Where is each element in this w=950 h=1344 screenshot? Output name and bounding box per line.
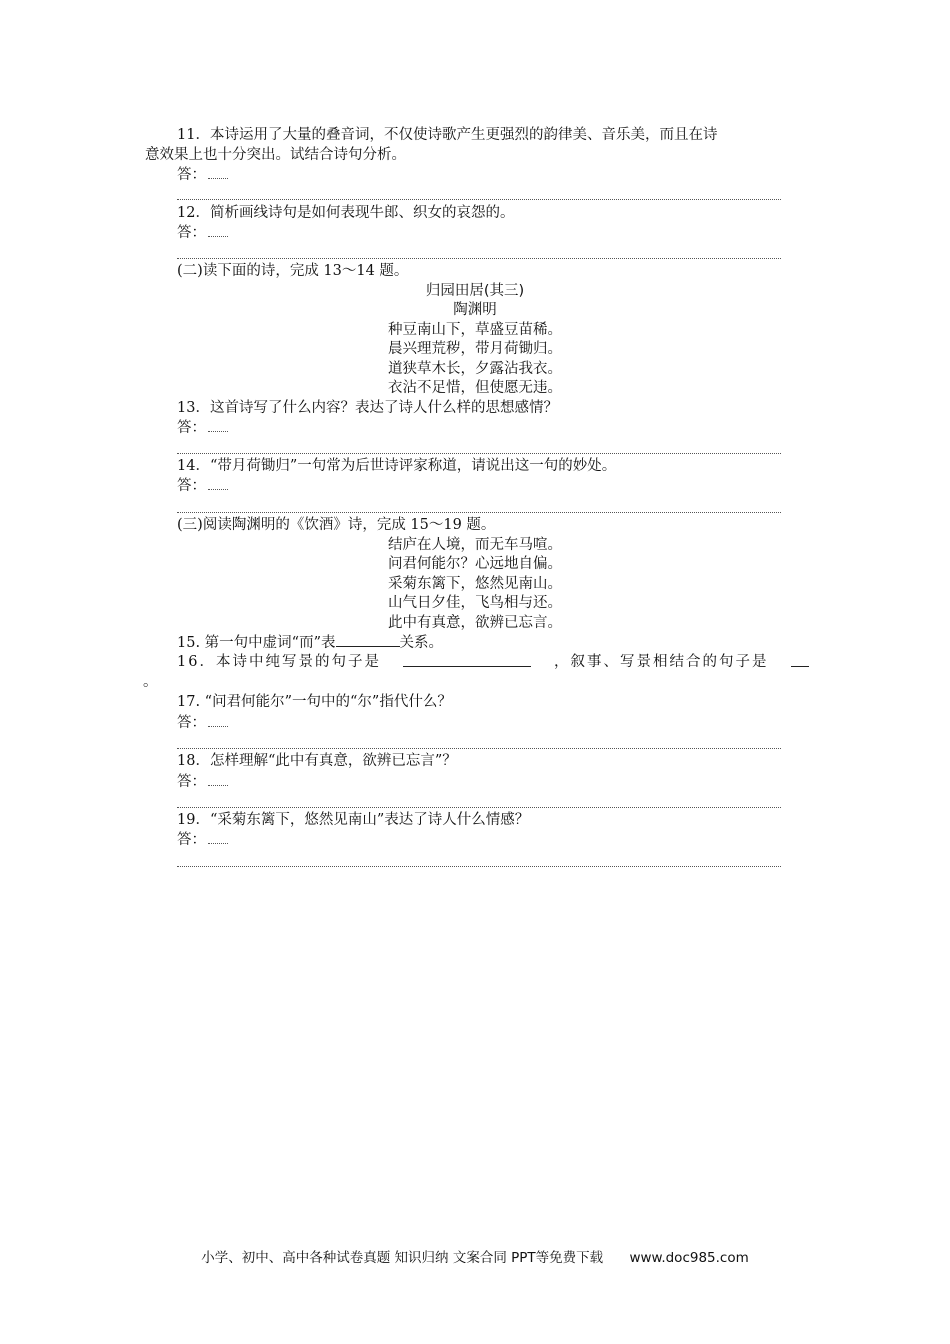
q16-blank-narrative[interactable] [791, 653, 809, 667]
section3-poem-line: 结庐在人境，而无车马喧。 [388, 537, 562, 553]
poem-title: 归园田居(其三) [425, 283, 525, 299]
q13-answer-row [177, 419, 228, 437]
q12-answer-blank[interactable] [208, 224, 228, 237]
footer-link[interactable]: www.doc985.com [629, 1250, 749, 1266]
q14-answer-row [177, 477, 228, 495]
q17-answer-row [177, 714, 228, 732]
footer-text: 小学、初中、高中各种试卷真题 知识归纳 文案合同 PPT等免费下载 [201, 1250, 604, 1266]
q13-answer-blank[interactable] [208, 419, 228, 432]
q14-answer-blank[interactable] [208, 477, 228, 490]
q12-answer-row [177, 224, 228, 242]
q16-blank-scenery[interactable] [403, 653, 531, 667]
section2-poem-line: 晨兴理荒秽，带月荷锄归。 [388, 341, 562, 357]
q14-line1: 14．“带月荷锄归”一句常为后世诗评家称道，请说出这一句的妙处。 [177, 458, 617, 474]
q19-answer-line[interactable] [177, 866, 781, 867]
footer [0, 1246, 950, 1266]
q18-answer-label: 答： [177, 774, 206, 790]
section3-poem-line: 问君何能尔？心远地自偏。 [388, 556, 562, 572]
q18-answer-line[interactable] [177, 807, 781, 808]
q11-answer-blank[interactable] [208, 166, 228, 179]
q11-line1: 11．本诗运用了大量的叠音词，不仅使诗歌产生更强烈的韵律美、音乐美，而且在诗 [177, 127, 718, 143]
section2-poem-line: 道狭草木长，夕露沾我衣。 [388, 361, 562, 377]
q15-text-after: 关系。 [399, 635, 443, 651]
section2-poem-line: 衣沾不足惜，但使愿无违。 [388, 380, 562, 396]
q16-text-before: 16．本诗中纯写景的句子是 [177, 654, 381, 670]
q16-text-middle: ，叙事、写景相结合的句子是 [553, 654, 769, 670]
q11-answer-line[interactable] [177, 199, 781, 200]
q13-answer-label: 答： [177, 420, 206, 436]
q12-line1: 12．简析画线诗句是如何表现牛郎、织女的哀怨的。 [177, 205, 515, 221]
section2-poem-line: 种豆南山下，草盛豆苗稀。 [388, 322, 562, 338]
q11-answer-label: 答： [177, 167, 206, 183]
q18-answer-row [177, 773, 228, 791]
q11-line2: 意效果上也十分突出。试结合诗句分析。 [145, 147, 406, 163]
poem-author: 陶渊明 [453, 302, 497, 318]
q16-end: 。 [143, 674, 158, 690]
q17-answer-line[interactable] [177, 748, 781, 749]
section3-poem-line: 此中有真意，欲辨已忘言。 [388, 615, 562, 631]
q12-answer-line[interactable] [177, 258, 781, 259]
q17-answer-blank[interactable] [208, 714, 228, 727]
section3-intro: (三)阅读陶渊明的《饮酒》诗，完成 15～19 题。 [177, 517, 496, 533]
q19-answer-blank[interactable] [208, 831, 228, 844]
q19-line1: 19．“采菊东篱下，悠然见南山”表达了诗人什么情感？ [177, 812, 530, 828]
q19-answer-row [177, 831, 228, 849]
q15-blank[interactable] [336, 633, 400, 647]
q15-row [177, 633, 443, 652]
q17-line1: 17. “问君何能尔”一句中的“尔”指代什么？ [177, 694, 452, 710]
q16-row [177, 653, 809, 671]
section3-poem-line: 采菊东篱下，悠然见南山。 [388, 576, 562, 592]
section2-intro: (二)读下面的诗，完成 13～14 题。 [177, 263, 409, 279]
section3-poem-line: 山气日夕佳，飞鸟相与还。 [388, 595, 562, 611]
q12-answer-label: 答： [177, 225, 206, 241]
q11-answer-row [177, 166, 228, 184]
q18-line1: 18．怎样理解“此中有真意，欲辨已忘言”？ [177, 753, 457, 769]
q18-answer-blank[interactable] [208, 773, 228, 786]
q13-line1: 13．这首诗写了什么内容？表达了诗人什么样的思想感情？ [177, 400, 558, 416]
q13-answer-line[interactable] [177, 453, 781, 454]
q19-answer-label: 答： [177, 832, 206, 848]
q14-answer-line[interactable] [177, 512, 781, 513]
q14-answer-label: 答： [177, 478, 206, 494]
q17-answer-label: 答： [177, 715, 206, 731]
q15-text-before: 15. 第一句中虚词“而”表 [177, 635, 336, 651]
